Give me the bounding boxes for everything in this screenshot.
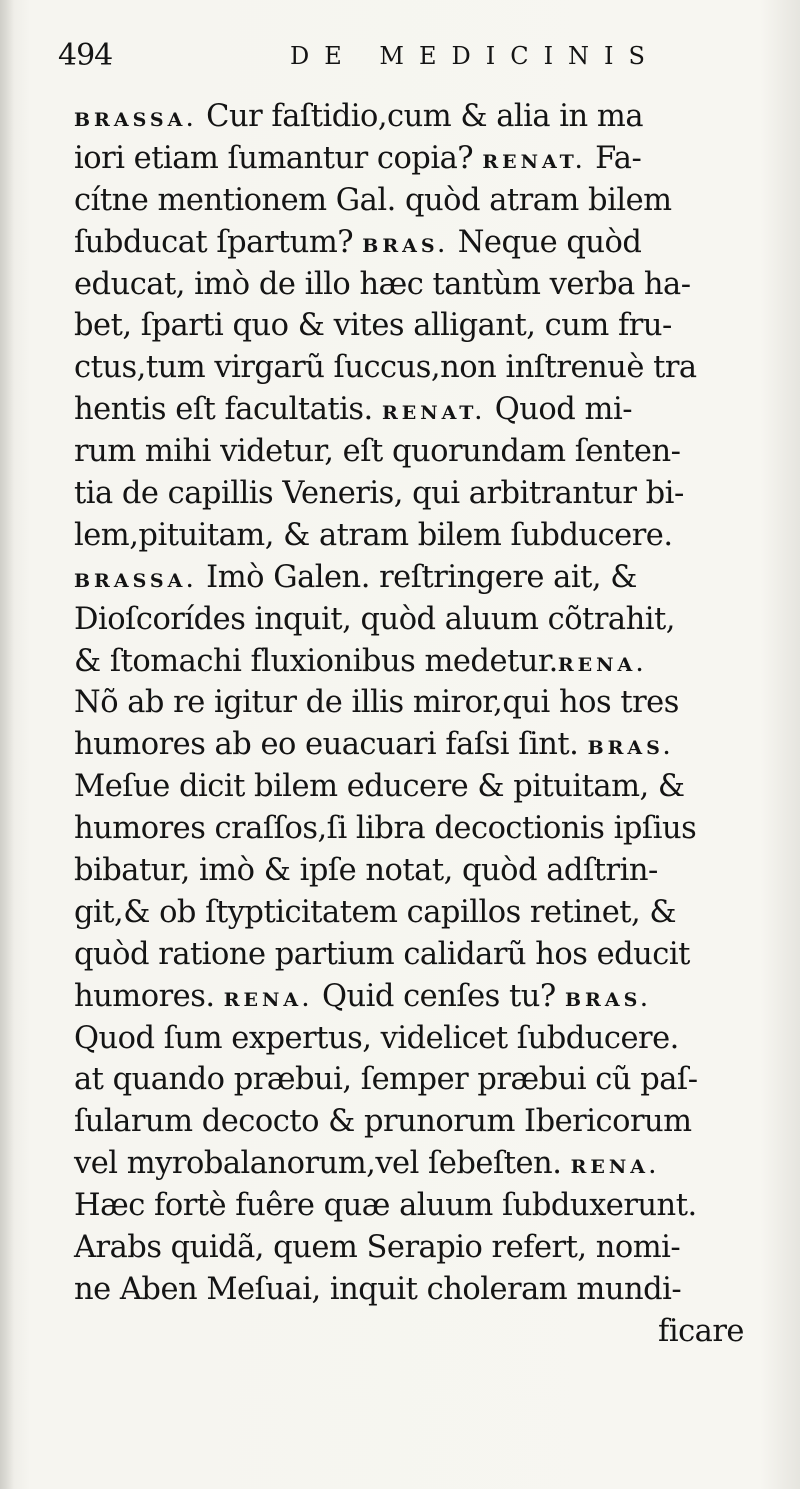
text-segment: Dioſcorídes inquit, quòd aluum cõtrahit, [74, 601, 675, 637]
text-segment: ſularum decocto & prunorum Ibericorum [74, 1104, 692, 1140]
speaker-name: RENA. [570, 1156, 660, 1179]
text-line [74, 1101, 780, 1143]
text-line [74, 473, 780, 515]
text-segment: & ſtomachi fluxionibus medetur. [74, 643, 558, 679]
text-segment: at quando præbui, ſemper præbui cũ paſ- [74, 1062, 698, 1098]
text-line [74, 96, 780, 138]
running-head: DE MEDICINIS [290, 42, 660, 70]
text-line [74, 180, 780, 222]
text-segment: ctus,tum virgarũ ſuccus,non inſtrenuè tra [74, 350, 697, 386]
text-line [74, 1185, 780, 1227]
speaker-name: BRAS. [564, 988, 652, 1011]
page-number: 494 [58, 38, 113, 73]
text-line [74, 1018, 780, 1060]
text-segment: educat, imò de illo hæc tantùm verba ha- [74, 266, 691, 302]
text-segment: humores. [74, 978, 224, 1014]
text-segment: Nõ ab re igitur de illis miror,qui hos tres [74, 685, 679, 721]
text-segment: Quod mi- [485, 392, 633, 428]
text-line [74, 1227, 780, 1269]
text-line [74, 347, 780, 389]
text-segment: Arabs quidã, quem Serapio refert, nomi- [74, 1230, 681, 1266]
text-line [74, 599, 780, 641]
text-line [74, 138, 780, 180]
text-line [74, 389, 780, 431]
text-segment: quòd ratione partium calidarũ hos educit [74, 936, 690, 972]
text-segment: Quid cenſes tu? [312, 978, 565, 1014]
speaker-name: RENA. [223, 988, 313, 1011]
text-line [74, 431, 780, 473]
text-line [74, 892, 780, 934]
text-line [74, 641, 780, 683]
text-segment: humores craſſos,ſi libra decoctionis ipſius [74, 811, 697, 847]
text-segment: git,& ob ſtypticitatem capillos retinet, & [74, 894, 677, 930]
text-line [74, 724, 780, 766]
body-text [74, 96, 780, 1353]
text-segment: ſubducat ſpartum? [74, 224, 363, 260]
text-line [74, 222, 780, 264]
speaker-name: BRAS. [362, 234, 449, 257]
text-segment: Cur faſtidio,cum & alia in ma [196, 99, 643, 134]
text-segment: humores ab eo euacuari faſsi ſint. [74, 727, 588, 763]
text-segment: Quod ſum expertus, videlicet ſubducere. [74, 1020, 679, 1056]
text-line [74, 976, 780, 1018]
text-segment: bet, ſparti quo & vites alligant, cum fru- [74, 308, 672, 344]
speaker-name: RENAT. [482, 150, 586, 173]
text-segment: iori etiam ſumantur copia? [74, 140, 483, 176]
text-line [74, 1059, 780, 1101]
gutter-shadow [0, 0, 14, 1489]
page-header [58, 38, 758, 86]
text-line [74, 305, 780, 347]
text-segment: tia de capillis Veneris, qui arbitrantur bi- [74, 476, 684, 512]
text-line [74, 515, 780, 557]
text-segment: bibatur, imò & ipſe notat, quòd adſtrin- [74, 853, 658, 889]
text-segment: Neque quòd [448, 224, 642, 260]
text-line [74, 808, 780, 850]
speaker-name: BRASSA. [74, 109, 197, 131]
text-segment: lem,pituitam, & atram bilem ſubducere. [74, 517, 673, 553]
speaker-name: RENA. [557, 653, 647, 676]
catchword: ficare [658, 1313, 744, 1349]
speaker-name: BRASSA. [74, 569, 197, 592]
text-line [74, 766, 780, 808]
text-line [74, 850, 780, 892]
text-segment: Meſue dicit bilem educere & pituitam, & [74, 769, 685, 805]
text-segment: cítne mentionem Gal. quòd atram bilem [74, 182, 672, 218]
text-line [74, 1269, 780, 1311]
speaker-name: BRAS. [587, 737, 674, 760]
text-segment: hentis eſt facultatis. [74, 392, 382, 428]
text-segment: ne Aben Meſuai, inquit choleram mundi- [74, 1271, 682, 1307]
text-line [74, 557, 780, 599]
text-segment: vel myrobalanorum,vel ſebeſten. [74, 1146, 571, 1182]
text-line [74, 1143, 780, 1185]
text-segment: Hæc fortè fuêre quæ aluum ſubduxerunt. [74, 1188, 697, 1224]
text-line [74, 264, 780, 306]
text-segment: Fa- [585, 140, 642, 176]
text-segment: Imò Galen. reſtringere ait, & [196, 559, 637, 595]
speaker-name: RENAT. [381, 402, 486, 425]
text-line [74, 934, 780, 976]
text-line [74, 682, 780, 724]
text-segment: rum mihi videtur, eſt quorundam ſenten- [74, 434, 681, 470]
